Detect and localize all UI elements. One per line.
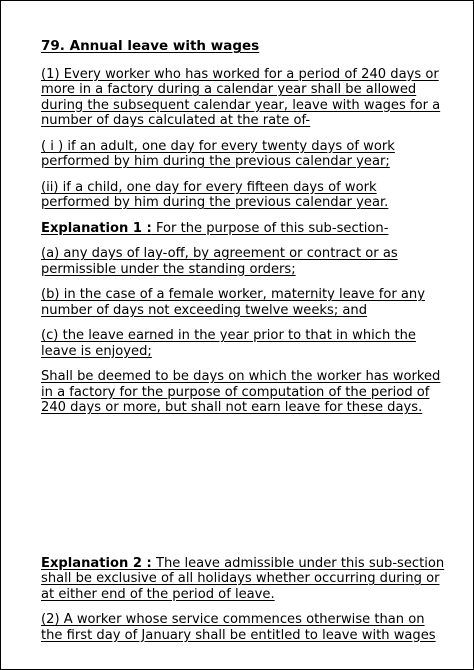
text-line: number of days not exceeding twelve weeks; and	[41, 302, 368, 318]
text-line: performed by him during the previous calendar year.	[41, 195, 389, 210]
explanation-1-text: For the purpose of this sub-section-	[151, 220, 389, 236]
explanation-2-text: The leave admissible under this sub-section	[151, 555, 445, 571]
explanation-1	[41, 221, 441, 237]
text-line: number of days calculated at the rate of-	[41, 113, 311, 128]
clause-b	[41, 287, 441, 318]
text-line: (ii) if a child, one day for every fifteen days of work	[41, 179, 377, 195]
blank-space	[41, 426, 441, 556]
text-line: performed by him during the previous calendar year;	[41, 154, 390, 169]
clause-i	[41, 139, 441, 170]
text-line: (a) any days of lay-off, by agreement or contract or as	[41, 246, 398, 261]
text-line: at either end of the period of leave.	[41, 586, 275, 602]
text-line: (2) A worker whose service commences otherwise than on	[41, 612, 425, 627]
text-line: 240 days or more, but shall not earn leave for these days.	[41, 400, 423, 415]
section-title: 79. Annual leave with wages	[41, 38, 260, 54]
document-body	[41, 38, 445, 653]
clause-c	[41, 328, 441, 359]
text-line: (b) in the case of a female worker, maternity leave for any	[41, 287, 425, 302]
paragraph-1	[41, 67, 441, 129]
explanation-1-label: Explanation 1 :	[41, 220, 152, 236]
text-line: in a factory for the purpose of computation of the period of	[41, 384, 430, 400]
text-line: during the subsequent calendar year, leave with wages for a	[41, 97, 441, 113]
clause-a	[41, 246, 441, 277]
text-line: the first day of January shall be entitled to leave with wages	[41, 627, 436, 643]
text-line: ( i ) if an adult, one day for every twenty days of work	[41, 138, 395, 154]
deemed-days-paragraph	[41, 369, 441, 416]
text-line	[41, 555, 445, 572]
text-line: more in a factory during a calendar year shall be allowed	[41, 82, 417, 97]
explanation-2	[41, 555, 445, 603]
clause-ii	[41, 180, 441, 211]
text-line: leave is enjoyed;	[41, 343, 152, 359]
explanation-2-label: Explanation 2 :	[41, 555, 152, 571]
text-line: (c) the leave earned in the year prior to that in which the	[41, 328, 416, 343]
text-line: shall be exclusive of all holidays whether occurring during or	[41, 571, 440, 586]
text-line: (1) Every worker who has worked for a period of 240 days or	[41, 66, 439, 82]
paragraph-2	[41, 612, 441, 643]
text-line: Shall be deemed to be days on which the worker has worked	[41, 369, 441, 384]
text-line: permissible under the standing orders;	[41, 261, 296, 277]
